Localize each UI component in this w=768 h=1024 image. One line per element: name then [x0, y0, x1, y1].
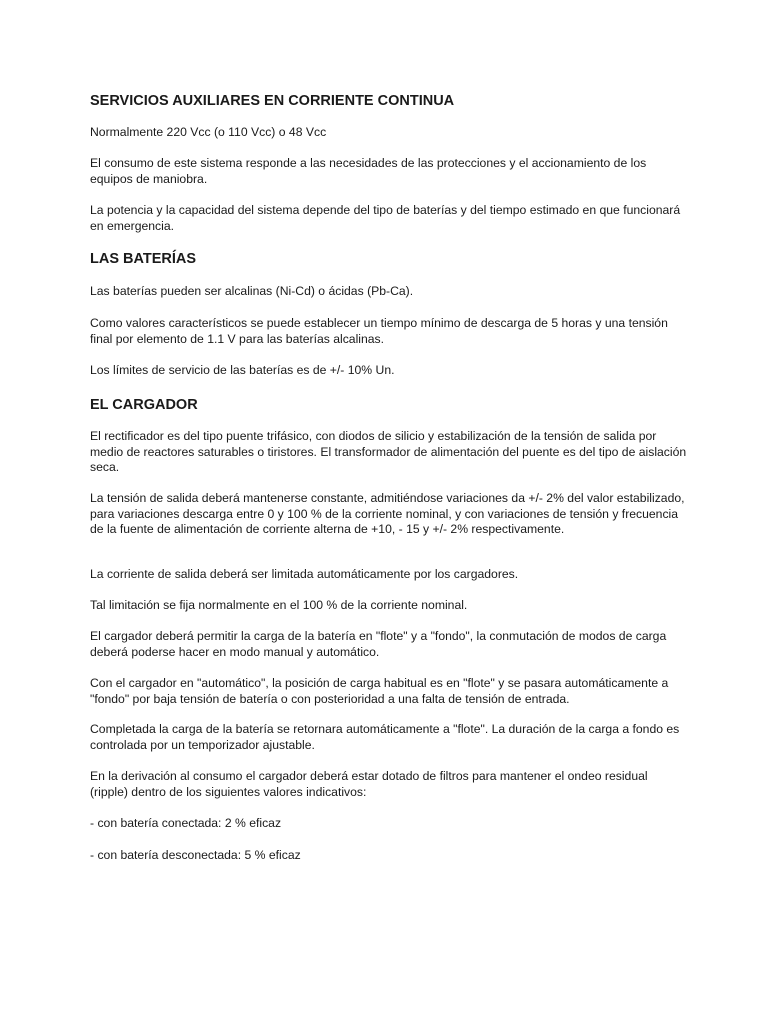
paragraph-corriente-salida: La corriente de salida deberá ser limitada automáticamente por los cargadores. — [90, 567, 519, 581]
section-title-el-cargador: EL CARGADOR — [90, 397, 198, 413]
paragraph-limitacion: Tal limitación se fija normalmente en el 100 % de la corriente nominal. — [90, 598, 468, 612]
paragraph-rectificador: El rectificador es del tipo puente trifásico, con diodos de silicio y estabilización de la tensión de salida por medio de reactores saturables o tiristores. El transformador de alimentación del puente es del tipo de aislación seca. — [90, 429, 687, 475]
paragraph-tensiones-nominales: Normalmente 220 Vcc (o 110 Vcc) o 48 Vcc — [90, 125, 327, 139]
paragraph-retorno-flote: Completada la carga de la batería se retornara automáticamente a "flote". La duración de la carga a fondo es controlada por un temporizador ajustable. — [90, 722, 680, 752]
list-item-bateria-desconectada: - con batería desconectada: 5 % eficaz — [90, 848, 301, 862]
paragraph-tension-salida: La tensión de salida deberá mantenerse constante, admitiéndose variaciones da +/- 2% del valor estabilizado, para variaciones descarga entre 0 y 100 % de la corriente nominal, y con variaciones de tensión y frecuencia de la fuente de alimentación de corriente alterna de +10, - 15 y +/- 2% respectivamente. — [90, 491, 685, 537]
paragraph-filtros-ripple: En la derivación al consumo el cargador deberá estar dotado de filtros para mantener el ondeo residual (ripple) dentro de los siguientes valores indicativos: — [90, 769, 648, 799]
paragraph-limites-servicio: Los límites de servicio de las baterías es de +/- 10% Un. — [90, 363, 395, 377]
section-title-las-baterias: LAS BATERÍAS — [90, 251, 197, 267]
section-title-servicios-auxiliares: SERVICIOS AUXILIARES EN CORRIENTE CONTINUA — [90, 93, 455, 109]
paragraph-consumo-sistema: El consumo de este sistema responde a las necesidades de las protecciones y el accionamiento de los equipos de maniobra. — [90, 156, 647, 186]
paragraph-modos-carga: El cargador deberá permitir la carga de la batería en "flote" y a "fondo", la conmutación de modos de carga deberá poderse hacer en modo manual y automático. — [90, 629, 667, 659]
list-item-bateria-conectada: - con batería conectada: 2 % eficaz — [90, 816, 282, 830]
paragraph-potencia-capacidad: La potencia y la capacidad del sistema depende del tipo de baterías y del tiempo estimado en que funcionará en emergencia. — [90, 203, 681, 233]
paragraph-modo-automatico: Con el cargador en "automático", la posición de carga habitual es en "flote" y se pasara automáticamente a "fondo" por baja tensión de batería o con posterioridad a una falta de tensión de entrada. — [90, 676, 669, 706]
paragraph-tipos-baterias: Las baterías pueden ser alcalinas (Ni-Cd) o ácidas (Pb-Ca). — [90, 284, 414, 298]
paragraph-valores-caracteristicos: Como valores característicos se puede establecer un tiempo mínimo de descarga de 5 horas y una tensión final por elemento de 1.1 V para las baterías alcalinas. — [90, 316, 668, 346]
